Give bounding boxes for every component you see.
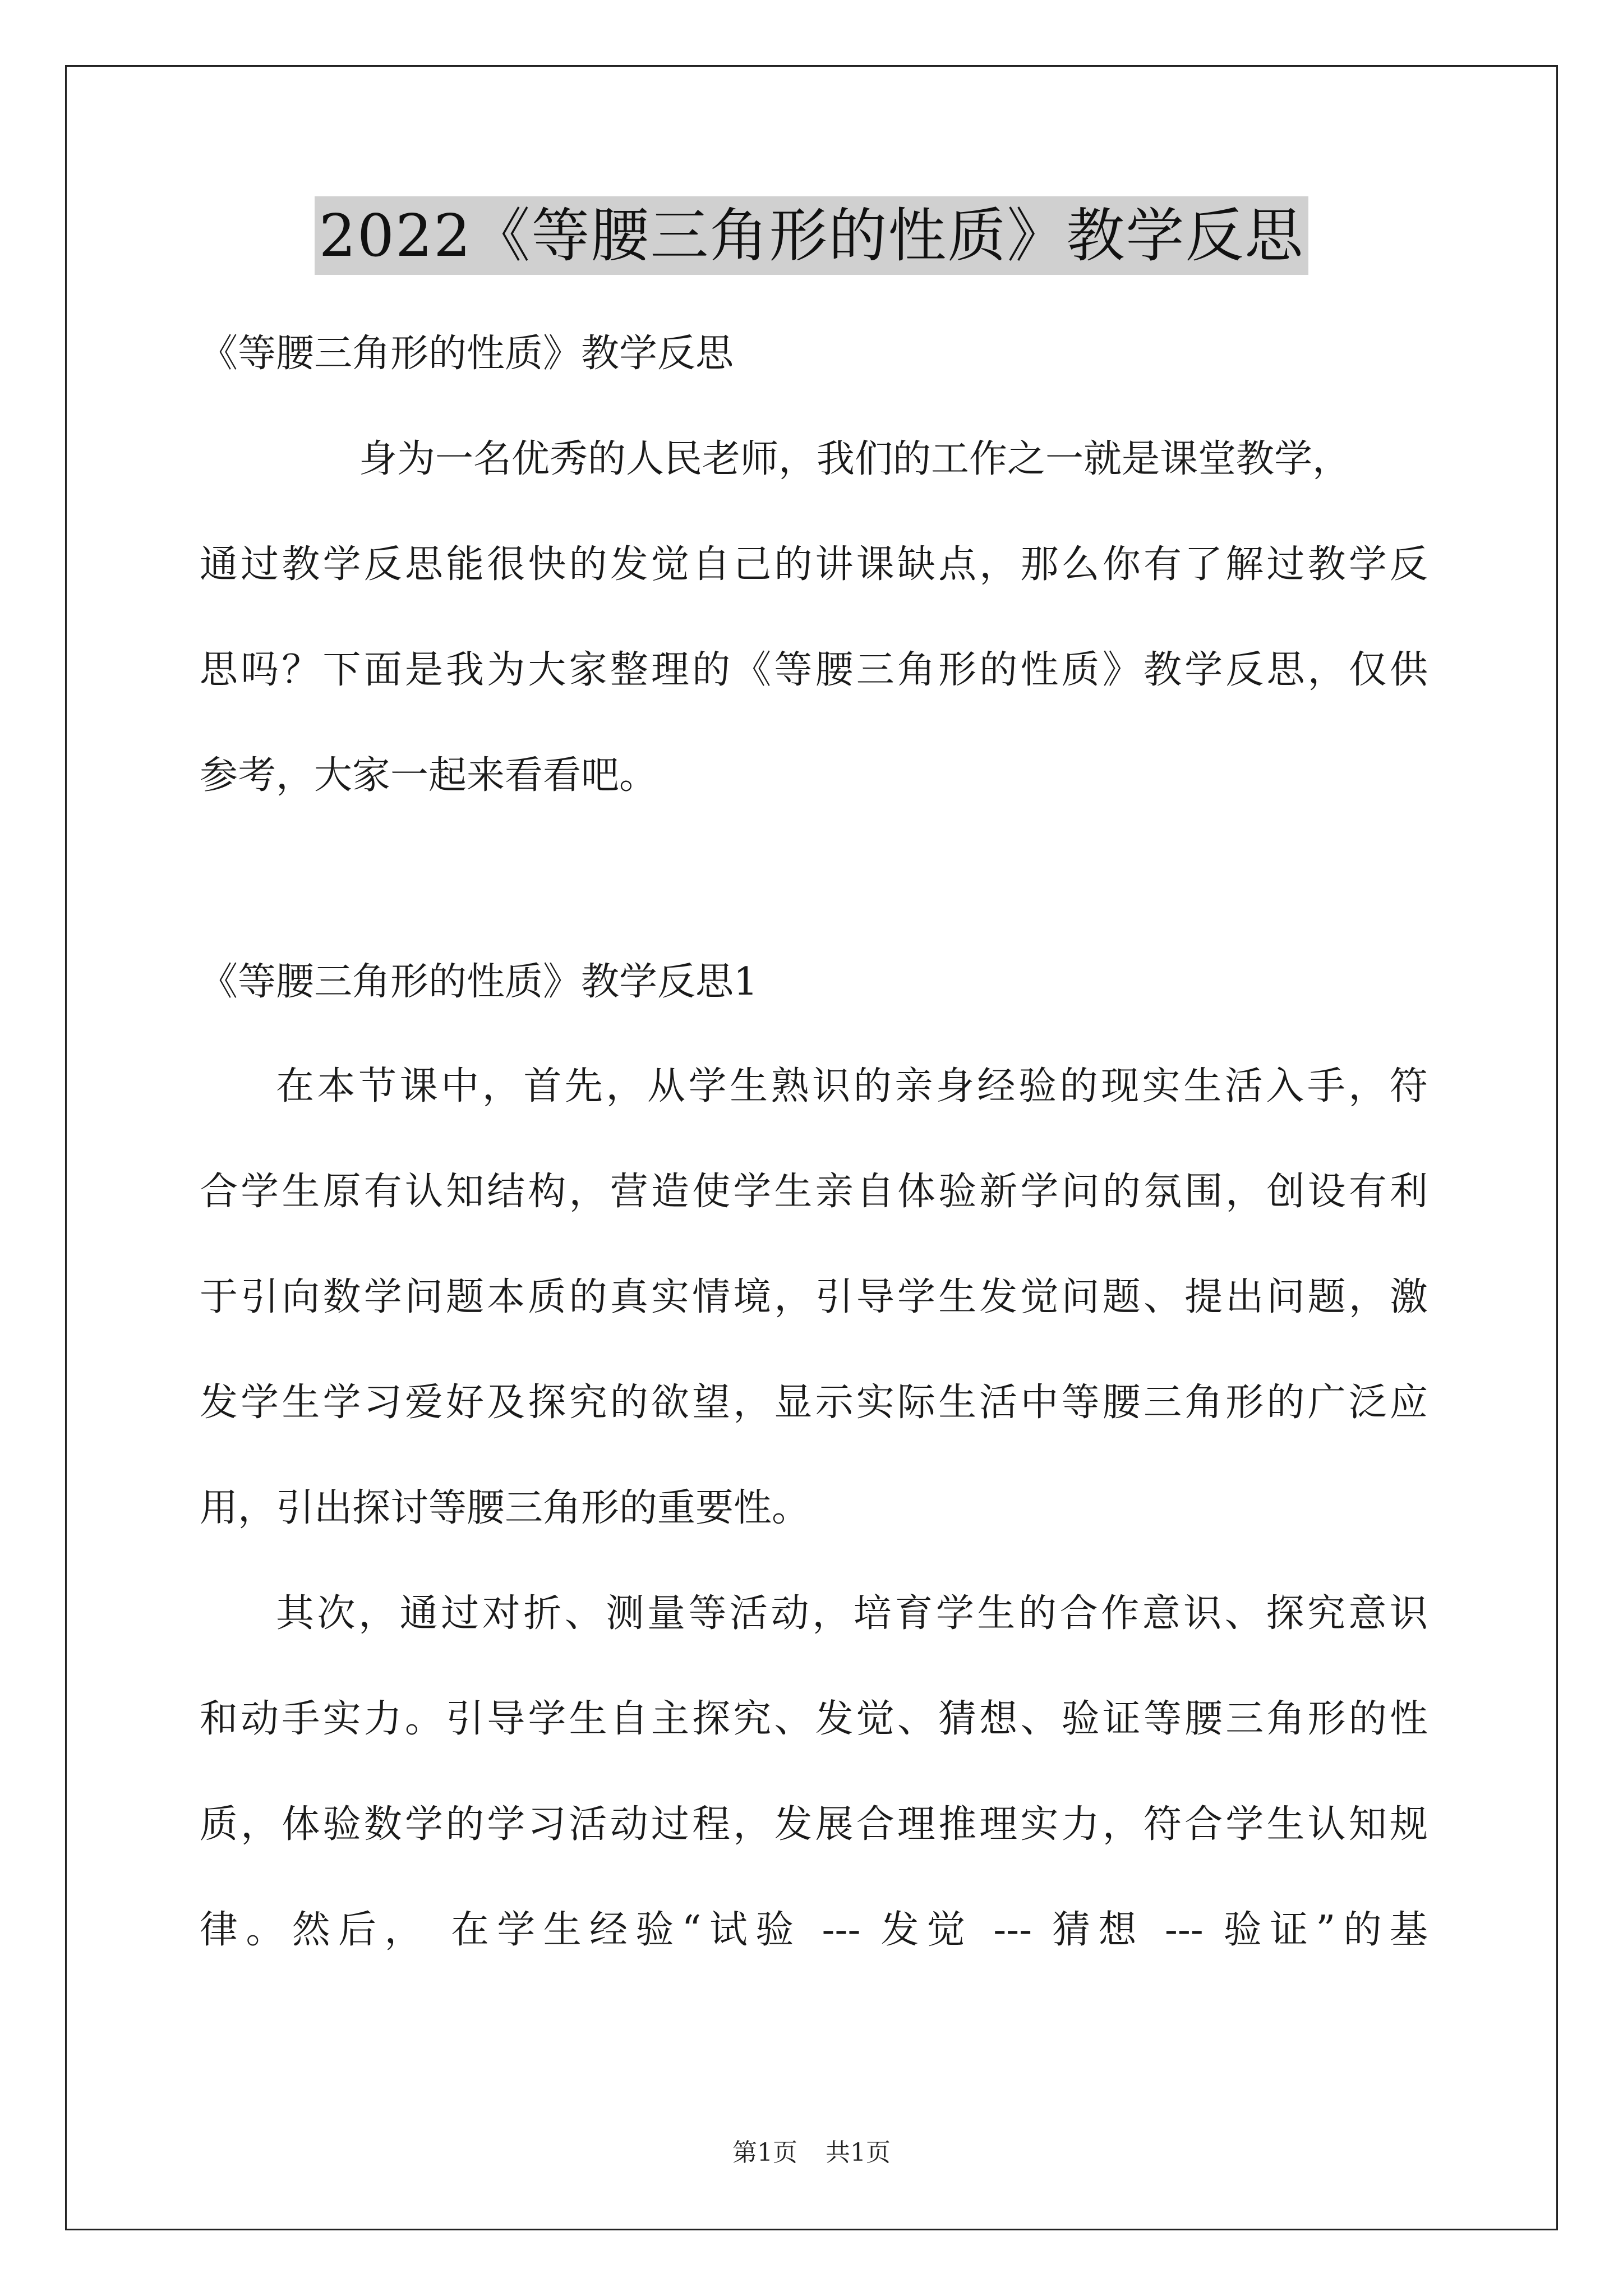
page-footer [0,2136,1623,2170]
paragraph-line: 合学生原有认知结构，营造使学生亲自体验新学问的氛围，创设有利 [200,1170,1428,1214]
document-title: 2022《等腰三角形的性质》教学反思 [315,196,1309,275]
paragraph-line: 身为一名优秀的人民老师，我们的工作之一就是课堂教学， [359,437,1351,481]
paragraph-line: 质，体验数学的学习活动过程，发展合理推理实力，符合学生认知规 [200,1802,1428,1847]
paragraph-line: 通过教学反思能很快的发觉自己的讲课缺点，那么你有了解过教学反 [200,542,1428,587]
paragraph-line: 用，引出探讨等腰三角形的重要性。 [200,1486,810,1530]
paragraph-line: 在本节课中，首先，从学生熟识的亲身经验的现实生活入手，符 [276,1064,1428,1108]
paragraph-line: 其次，通过对折、测量等活动，培育学生的合作意识、探究意识 [276,1591,1428,1636]
paragraph-line: 于引向数学问题本质的真实情境，引导学生发觉问题、提出问题，激 [200,1275,1428,1319]
paragraph-line: 发学生学习爱好及探究的欲望，显示实际生活中等腰三角形的广泛应 [200,1381,1428,1425]
section-heading: 《等腰三角形的性质》教学反思 [200,332,734,376]
section-heading: 《等腰三角形的性质》教学反思1 [200,960,758,1004]
paragraph-line: 参考，大家一起来看看吧。 [200,753,658,798]
page-number: 第1页 [732,2138,797,2167]
paragraph-line: 思吗？下面是我为大家整理的《等腰三角形的性质》教学反思，仅供 [200,648,1428,692]
paragraph-line: 律。然后， 在学生经验“试验 --- 发觉 --- 猜想 --- 验证”的基 [200,1908,1428,1952]
paragraph-line: 和动手实力。引导学生自主探究、发觉、猜想、验证等腰三角形的性 [200,1697,1428,1741]
title-block [0,196,1623,275]
page-total: 共1页 [826,2138,891,2167]
